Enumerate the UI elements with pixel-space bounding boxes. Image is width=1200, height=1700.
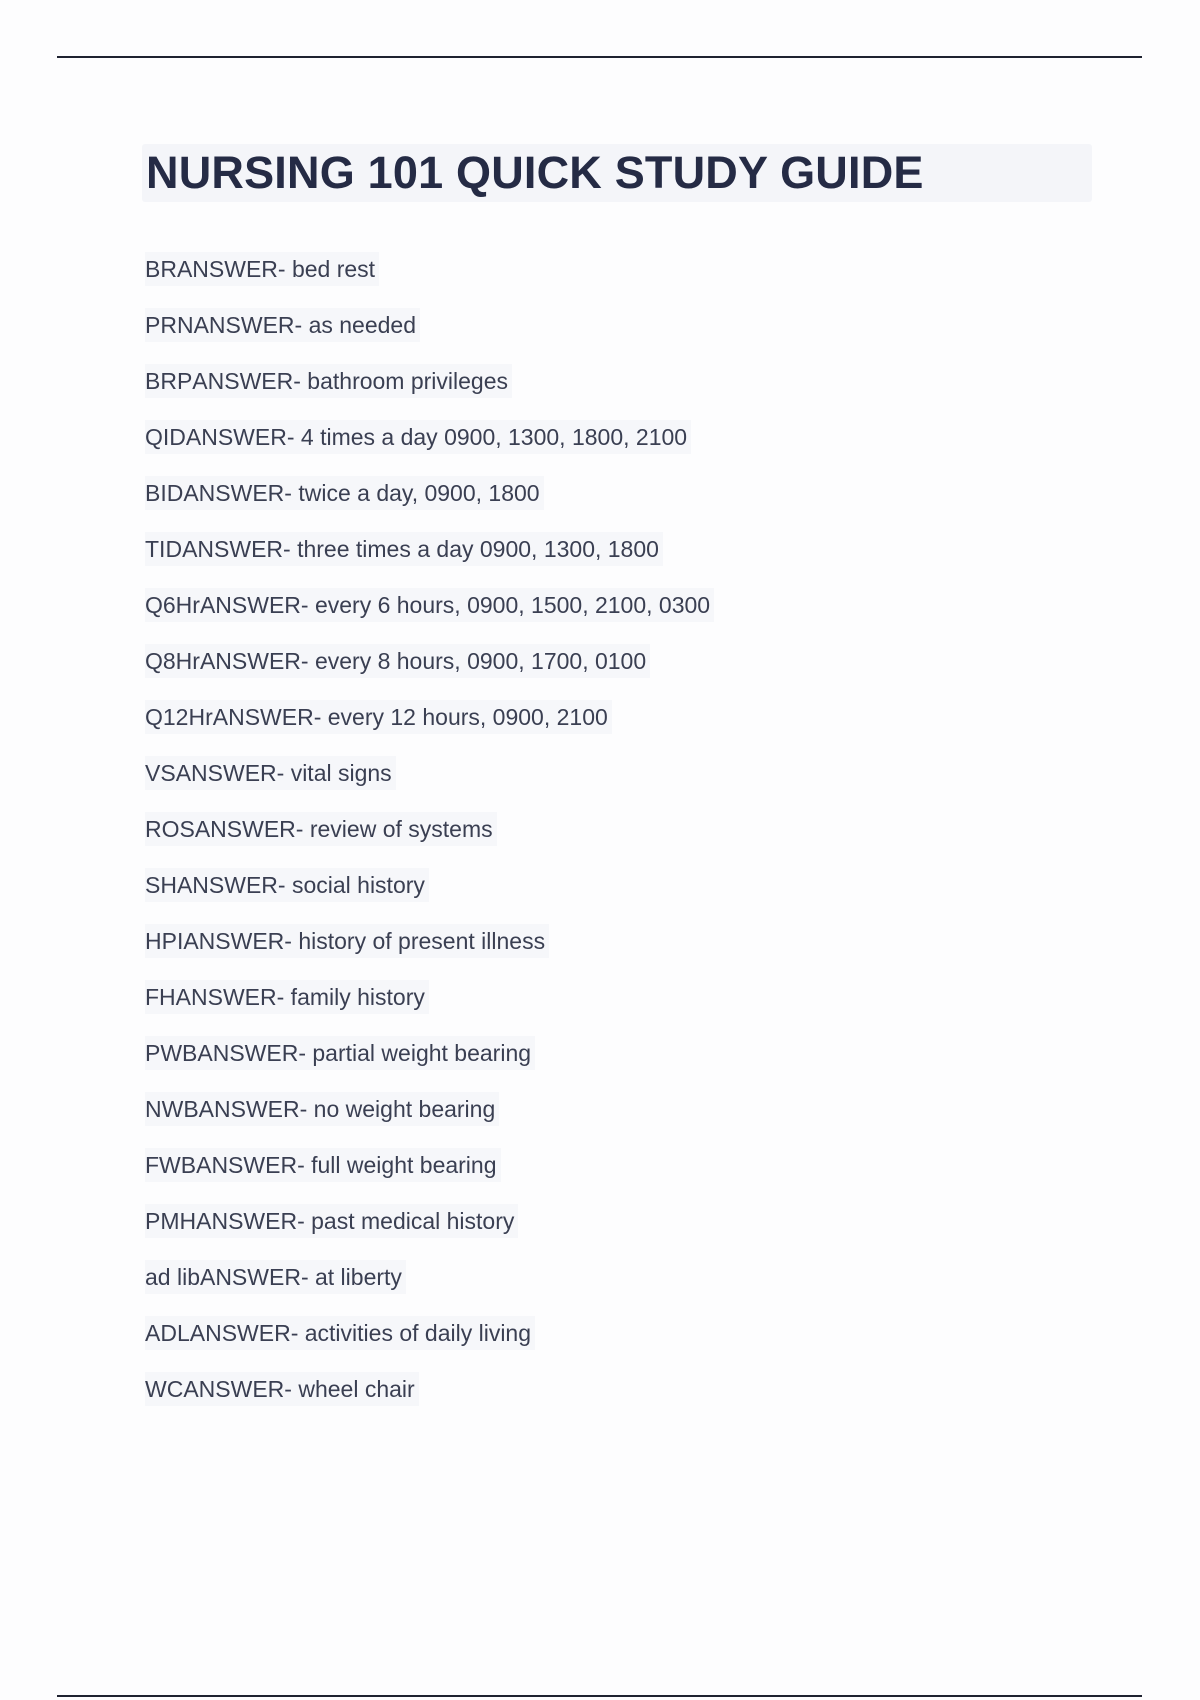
glossary-entry [145, 420, 1045, 476]
glossary-entry [145, 1204, 1045, 1260]
glossary-entry [145, 812, 1045, 868]
answer-label: ANSWER [193, 312, 295, 338]
glossary-term: HPI [145, 928, 184, 954]
glossary-entry [145, 588, 1045, 644]
answer-label: ANSWER [176, 256, 278, 282]
glossary-definition: - history of present illness [284, 928, 546, 954]
answer-label: ANSWER [175, 760, 277, 786]
glossary-term: PMH [145, 1208, 197, 1234]
answer-label: ANSWER [176, 872, 278, 898]
glossary-definition: - every 8 hours, 0900, 1700, 0100 [300, 648, 647, 674]
glossary-entry-text [145, 364, 512, 398]
glossary-entry-text [145, 308, 420, 342]
answer-label: ANSWER [212, 704, 314, 730]
glossary-entry-text [145, 924, 549, 958]
glossary-definition: - as needed [294, 312, 416, 338]
glossary-definition: - bathroom privileges [293, 368, 509, 394]
answer-label: ANSWER [192, 368, 294, 394]
answer-label: ANSWER [196, 1208, 298, 1234]
glossary-term: PRN [145, 312, 194, 338]
page-title: NURSING 101 QUICK STUDY GUIDE [146, 147, 924, 198]
glossary-definition: - at liberty [300, 1264, 402, 1290]
glossary-term: BRP [145, 368, 193, 394]
glossary-definition: - no weight bearing [299, 1096, 496, 1122]
glossary-definition: - every 12 hours, 0900, 2100 [313, 704, 608, 730]
glossary-term: Q8Hr [145, 648, 200, 674]
answer-label: ANSWER [183, 928, 285, 954]
glossary-definition: - activities of daily living [290, 1320, 532, 1346]
glossary-entry [145, 364, 1045, 420]
glossary-entry-text [145, 1372, 419, 1406]
glossary-entry [145, 868, 1045, 924]
answer-label: ANSWER [175, 984, 277, 1010]
glossary-entry [145, 924, 1045, 980]
glossary-term: WC [145, 1376, 184, 1402]
glossary-entry [145, 1260, 1045, 1316]
glossary-entry-text [145, 980, 429, 1014]
glossary-term: Q6Hr [145, 592, 200, 618]
glossary-definition: - three times a day 0900, 1300, 1800 [283, 536, 659, 562]
glossary-entry [145, 252, 1045, 308]
glossary-entry-text [145, 1204, 518, 1238]
glossary-definition: - review of systems [295, 816, 493, 842]
glossary-entry-text [145, 532, 663, 566]
answer-label: ANSWER [183, 1376, 285, 1402]
glossary-definition: - bed rest [277, 256, 376, 282]
answer-label: ANSWER [199, 648, 301, 674]
glossary-entry [145, 476, 1045, 532]
glossary-entry [145, 980, 1045, 1036]
glossary-definition: - partial weight bearing [298, 1040, 532, 1066]
glossary-entry [145, 1092, 1045, 1148]
glossary-term: FH [145, 984, 176, 1010]
glossary-term: NWB [145, 1096, 199, 1122]
top-rule [57, 56, 1142, 58]
glossary-entry-text [145, 476, 544, 510]
glossary-term: BID [145, 480, 184, 506]
glossary-definition: - vital signs [276, 760, 392, 786]
bottom-rule [57, 1695, 1142, 1697]
glossary-term: QID [145, 424, 186, 450]
glossary-definition: - wheel chair [284, 1376, 415, 1402]
glossary-entry [145, 1036, 1045, 1092]
glossary-term: PWB [145, 1040, 198, 1066]
glossary-entry [145, 532, 1045, 588]
glossary-term: FWB [145, 1152, 197, 1178]
glossary-term: SH [145, 872, 177, 898]
glossary-entry [145, 644, 1045, 700]
answer-label: ANSWER [182, 536, 284, 562]
answer-label: ANSWER [199, 592, 301, 618]
glossary-entry-text [145, 868, 429, 902]
glossary-entry-text [145, 420, 691, 454]
glossary-entry [145, 756, 1045, 812]
glossary-definition: - every 6 hours, 0900, 1500, 2100, 0300 [300, 592, 711, 618]
answer-label: ANSWER [189, 1320, 291, 1346]
answer-label: ANSWER [196, 1152, 298, 1178]
glossary-entry [145, 1148, 1045, 1204]
glossary-entry-text [145, 700, 612, 734]
glossary-list [145, 252, 1045, 1428]
glossary-definition: - twice a day, 0900, 1800 [284, 480, 540, 506]
answer-label: ANSWER [183, 480, 285, 506]
answer-label: ANSWER [199, 1264, 301, 1290]
glossary-entry-text [145, 812, 497, 846]
glossary-entry [145, 1372, 1045, 1428]
answer-label: ANSWER [194, 816, 296, 842]
glossary-entry-text [145, 756, 396, 790]
answer-label: ANSWER [185, 424, 287, 450]
glossary-definition: - social history [277, 872, 425, 898]
glossary-term: TID [145, 536, 183, 562]
glossary-entry-text [145, 588, 714, 622]
glossary-entry [145, 308, 1045, 364]
glossary-entry [145, 700, 1045, 756]
glossary-term: ADL [145, 1320, 190, 1346]
glossary-term: ROS [145, 816, 195, 842]
glossary-definition: - past medical history [297, 1208, 515, 1234]
answer-label: ANSWER [198, 1096, 300, 1122]
glossary-definition: - family history [276, 984, 425, 1010]
glossary-entry-text [145, 1148, 501, 1182]
glossary-definition: - 4 times a day 0900, 1300, 1800, 2100 [286, 424, 688, 450]
glossary-entry-text [145, 252, 379, 286]
glossary-term: Q12Hr [145, 704, 213, 730]
glossary-term: BR [145, 256, 177, 282]
glossary-entry-text [145, 1316, 535, 1350]
glossary-definition: - full weight bearing [297, 1152, 497, 1178]
glossary-entry-text [145, 1260, 406, 1294]
glossary-entry-text [145, 644, 650, 678]
glossary-entry-text [145, 1036, 535, 1070]
glossary-entry [145, 1316, 1045, 1372]
glossary-entry-text [145, 1092, 499, 1126]
glossary-term: ad lib [145, 1264, 200, 1290]
answer-label: ANSWER [197, 1040, 299, 1066]
glossary-term: VS [145, 760, 176, 786]
